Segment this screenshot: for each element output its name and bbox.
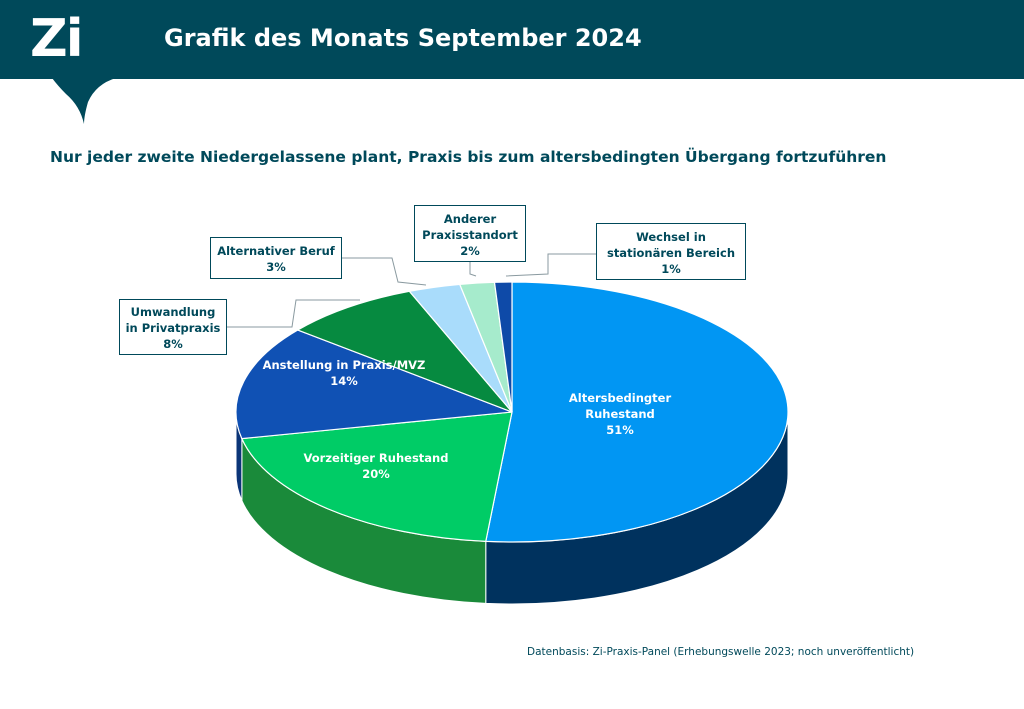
- callout-label: Alternativer Beruf: [217, 244, 335, 258]
- callout-value: 8%: [163, 337, 183, 351]
- callout-label: Anderer: [443, 211, 497, 226]
- callout-label: Praxisstandort: [422, 227, 518, 242]
- leader-line-alternativer-beruf: [342, 258, 426, 285]
- callout-value: 2%: [460, 243, 480, 258]
- callout-label: Umwandlung: [130, 305, 216, 319]
- callout-label: in Privatpraxis: [125, 321, 221, 335]
- chart-subtitle: Nur jeder zweite Niedergelassene plant, Praxis bis zum altersbedingten Übergang fortzuführen: [50, 148, 887, 166]
- callout-wechsel-in-stationaren-bereich: [596, 223, 746, 280]
- header-title: Grafik des Monats September 2024: [164, 24, 642, 52]
- slice-label-anstellung-in-praxis-mvz: Anstellung in Praxis/MVZ 14%: [262, 358, 426, 388]
- slice-label-vorzeitiger-ruhestand: Vorzeitiger Ruhestand 20%: [303, 451, 449, 481]
- callout-value: 3%: [266, 260, 286, 274]
- callout-umwandlung-in-privatpraxis: [119, 299, 227, 355]
- data-source-note: Datenbasis: Zi-Praxis-Panel (Erhebungswelle 2023; noch unveröffentlicht): [527, 646, 915, 658]
- callout-label: stationären Bereich: [606, 245, 736, 260]
- callout-value: 1%: [661, 261, 681, 276]
- callout-label: Wechsel in: [636, 229, 706, 244]
- callout-alternativer-beruf: [210, 237, 342, 279]
- slice-label-altersbedingter-ruhestand: Altersbedingter Ruhestand 51%: [568, 391, 672, 437]
- zi-logo: Zi: [30, 9, 82, 69]
- leader-line-anderer-praxisstandort: [470, 262, 476, 276]
- callout-anderer-praxisstandort: [414, 205, 526, 262]
